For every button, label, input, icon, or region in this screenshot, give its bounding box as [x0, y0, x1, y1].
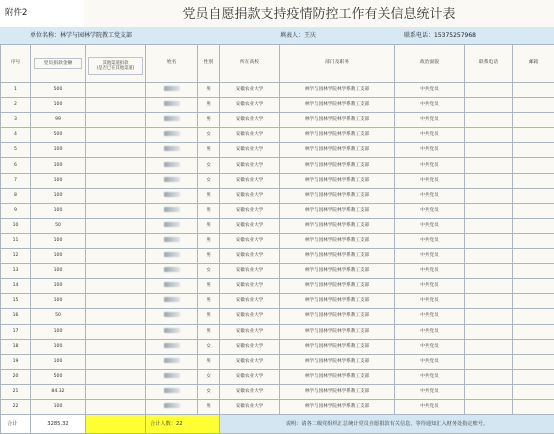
redacted-name	[164, 328, 180, 333]
cell-amount[interactable]: 100	[31, 203, 86, 218]
cell-amount[interactable]: 84.32	[31, 384, 86, 399]
cell-department[interactable]: 林学与园林学院林学系教工支部	[280, 399, 395, 414]
cell-school[interactable]: 安徽农业大学	[220, 143, 280, 158]
col-gender[interactable]: 性别	[198, 45, 220, 83]
cell-name[interactable]	[146, 279, 198, 294]
redacted-name	[164, 252, 180, 257]
cell-other-channel[interactable]	[86, 324, 146, 339]
redacted-name	[164, 388, 180, 393]
cell-department[interactable]: 林学与园林学院林学系教工支部	[280, 203, 395, 218]
cell-political[interactable]: 中共党员	[395, 83, 465, 98]
cell-political[interactable]: 中共党员	[395, 203, 465, 218]
cell-index[interactable]: 6	[1, 158, 31, 173]
cell-contact[interactable]	[465, 233, 513, 248]
cell-school[interactable]: 安徽农业大学	[220, 399, 280, 414]
cell-other-channel[interactable]	[86, 83, 146, 98]
cell-index[interactable]: 15	[1, 294, 31, 309]
cell-political[interactable]: 中共党员	[395, 218, 465, 233]
cell-email[interactable]	[513, 339, 554, 354]
unit-name[interactable]: 单位名称：林学与园林学院教工党支部	[30, 27, 132, 44]
cell-gender[interactable]: 女	[198, 173, 220, 188]
cell-email[interactable]	[513, 309, 554, 324]
cell-contact[interactable]	[465, 309, 513, 324]
cell-department[interactable]: 林学与园林学院林学系教工支部	[280, 83, 395, 98]
cell-email[interactable]	[513, 369, 554, 384]
cell-school[interactable]: 安徽农业大学	[220, 324, 280, 339]
cell-school[interactable]: 安徽农业大学	[220, 158, 280, 173]
cell-email[interactable]	[513, 399, 554, 414]
cell-other-channel[interactable]	[86, 143, 146, 158]
cell-political[interactable]: 中共党员	[395, 158, 465, 173]
table-row	[1, 203, 554, 218]
cell-email[interactable]	[513, 218, 554, 233]
cell-amount[interactable]: 100	[31, 399, 86, 414]
cell-email[interactable]	[513, 324, 554, 339]
cell-gender[interactable]: 男	[198, 324, 220, 339]
table-row	[1, 339, 554, 354]
cell-gender[interactable]: 男	[198, 218, 220, 233]
cell-other-channel[interactable]	[86, 294, 146, 309]
cell-political[interactable]: 中共党员	[395, 309, 465, 324]
cell-department[interactable]: 林学与园林学院林学系教工支部	[280, 309, 395, 324]
cell-other-channel[interactable]	[86, 249, 146, 264]
cell-index[interactable]: 12	[1, 249, 31, 264]
redacted-name	[164, 312, 180, 317]
cell-name[interactable]	[146, 113, 198, 128]
cell-department[interactable]: 林学与园林学院林学系教工支部	[280, 324, 395, 339]
table-row	[1, 324, 554, 339]
cell-gender[interactable]: 男	[198, 113, 220, 128]
cell-name[interactable]	[146, 98, 198, 113]
cell-amount[interactable]: 100	[31, 158, 86, 173]
cell-amount[interactable]: 100	[31, 294, 86, 309]
table-row	[1, 158, 554, 173]
cell-political[interactable]: 中共党员	[395, 113, 465, 128]
table-row	[1, 233, 554, 248]
cell-name[interactable]	[146, 83, 198, 98]
cell-contact[interactable]	[465, 143, 513, 158]
cell-amount[interactable]: 100	[31, 324, 86, 339]
cell-amount[interactable]: 100	[31, 249, 86, 264]
cell-index[interactable]: 11	[1, 233, 31, 248]
cell-gender[interactable]: 男	[198, 143, 220, 158]
cell-amount[interactable]: 99	[31, 113, 86, 128]
cell-other-channel[interactable]	[86, 203, 146, 218]
cell-name[interactable]	[146, 188, 198, 203]
redacted-name	[164, 237, 180, 242]
cell-index[interactable]: 19	[1, 354, 31, 369]
cell-email[interactable]	[513, 128, 554, 143]
cell-political[interactable]: 中共党员	[395, 294, 465, 309]
cell-contact[interactable]	[465, 83, 513, 98]
cell-index[interactable]: 4	[1, 128, 31, 143]
cell-other-channel[interactable]	[86, 98, 146, 113]
cell-contact[interactable]	[465, 188, 513, 203]
cell-amount[interactable]: 100	[31, 188, 86, 203]
cell-department[interactable]: 林学与园林学院林学系教工支部	[280, 339, 395, 354]
table-row	[1, 399, 554, 414]
table-row	[1, 128, 554, 143]
cell-index[interactable]: 2	[1, 98, 31, 113]
cell-email[interactable]	[513, 143, 554, 158]
redacted-name	[164, 297, 180, 302]
cell-school[interactable]: 安徽农业大学	[220, 279, 280, 294]
cell-contact[interactable]	[465, 324, 513, 339]
cell-other-channel[interactable]	[86, 188, 146, 203]
redacted-name	[164, 131, 180, 136]
cell-department[interactable]: 林学与园林学院林学系教工支部	[280, 294, 395, 309]
cell-index[interactable]: 10	[1, 218, 31, 233]
cell-name[interactable]	[146, 264, 198, 279]
cell-political[interactable]: 中共党员	[395, 98, 465, 113]
table-row	[1, 188, 554, 203]
cell-contact[interactable]	[465, 173, 513, 188]
total-count[interactable]: 合计人数：22	[146, 415, 220, 434]
table-row	[1, 264, 554, 279]
cell-contact[interactable]	[465, 384, 513, 399]
cell-department[interactable]: 林学与园林学院林学系教工支部	[280, 354, 395, 369]
cell-email[interactable]	[513, 233, 554, 248]
cell-name[interactable]	[146, 309, 198, 324]
cell-department[interactable]: 林学与园林学院林学系教工支部	[280, 158, 395, 173]
cell-name[interactable]	[146, 143, 198, 158]
cell-political[interactable]: 中共党员	[395, 354, 465, 369]
table-row	[1, 98, 554, 113]
cell-gender[interactable]: 女	[198, 128, 220, 143]
redacted-name	[164, 358, 180, 363]
cell-amount[interactable]: 100	[31, 233, 86, 248]
cell-school[interactable]: 安徽农业大学	[220, 218, 280, 233]
cell-department[interactable]: 林学与园林学院林学系教工支部	[280, 143, 395, 158]
cell-school[interactable]: 安徽农业大学	[220, 249, 280, 264]
cell-index[interactable]: 5	[1, 143, 31, 158]
cell-political[interactable]: 中共党员	[395, 249, 465, 264]
cell-amount[interactable]: 100	[31, 279, 86, 294]
col-political[interactable]: 政治面貌	[395, 45, 465, 83]
cell-department[interactable]: 林学与园林学院林学系教工支部	[280, 188, 395, 203]
cell-index[interactable]: 16	[1, 309, 31, 324]
cell-email[interactable]	[513, 249, 554, 264]
cell-school[interactable]: 安徽农业大学	[220, 173, 280, 188]
table-row	[1, 173, 554, 188]
cell-email[interactable]	[513, 203, 554, 218]
cell-other-channel[interactable]	[86, 384, 146, 399]
cell-school[interactable]: 安徽农业大学	[220, 188, 280, 203]
cell-school[interactable]: 安徽农业大学	[220, 264, 280, 279]
cell-school[interactable]: 安徽农业大学	[220, 354, 280, 369]
cell-political[interactable]: 中共党员	[395, 173, 465, 188]
cell-department[interactable]: 林学与园林学院林学系教工支部	[280, 369, 395, 384]
cell-gender[interactable]: 女	[198, 369, 220, 384]
table-row	[1, 83, 554, 98]
cell-other-channel[interactable]	[86, 113, 146, 128]
cell-school[interactable]: 安徽农业大学	[220, 339, 280, 354]
cell-other-channel[interactable]	[86, 279, 146, 294]
cell-school[interactable]: 安徽农业大学	[220, 113, 280, 128]
cell-political[interactable]: 中共党员	[395, 399, 465, 414]
col-amount-label: 党员捐款金额	[34, 58, 82, 69]
cell-school[interactable]: 安徽农业大学	[220, 98, 280, 113]
cell-gender[interactable]: 男	[198, 294, 220, 309]
cell-index[interactable]: 17	[1, 324, 31, 339]
col-name[interactable]: 姓名	[146, 45, 198, 83]
cell-contact[interactable]	[465, 399, 513, 414]
cell-department[interactable]: 林学与园林学院林学系教工支部	[280, 98, 395, 113]
cell-other-channel[interactable]	[86, 264, 146, 279]
cell-index[interactable]: 7	[1, 173, 31, 188]
cell-email[interactable]	[513, 173, 554, 188]
table-row	[1, 113, 554, 128]
cell-email[interactable]	[513, 264, 554, 279]
cell-department[interactable]: 林学与园林学院林学系教工支部	[280, 173, 395, 188]
cell-name[interactable]	[146, 128, 198, 143]
cell-contact[interactable]	[465, 158, 513, 173]
redacted-name	[164, 192, 180, 197]
cell-other-channel[interactable]	[86, 309, 146, 324]
redacted-name	[164, 162, 180, 167]
total-amount[interactable]: 3285.32	[31, 415, 86, 434]
cell-department[interactable]: 林学与园林学院林学系教工支部	[280, 128, 395, 143]
cell-name[interactable]	[146, 203, 198, 218]
cell-gender[interactable]: 男	[198, 83, 220, 98]
cell-amount[interactable]: 500	[31, 83, 86, 98]
cell-name[interactable]	[146, 218, 198, 233]
info-row	[0, 27, 554, 44]
cell-gender[interactable]: 男	[198, 279, 220, 294]
table-row	[1, 218, 554, 233]
cell-index[interactable]: 18	[1, 339, 31, 354]
cell-other-channel[interactable]	[86, 173, 146, 188]
cell-amount[interactable]: 100	[31, 354, 86, 369]
table-row	[1, 309, 554, 324]
col-index[interactable]: 序号	[1, 45, 31, 83]
cell-email[interactable]	[513, 113, 554, 128]
cell-index[interactable]: 14	[1, 279, 31, 294]
cell-gender[interactable]: 女	[198, 264, 220, 279]
cell-email[interactable]	[513, 294, 554, 309]
cell-other-channel[interactable]	[86, 218, 146, 233]
cell-gender[interactable]: 男	[198, 233, 220, 248]
cell-school[interactable]: 安徽农业大学	[220, 369, 280, 384]
cell-school[interactable]: 安徽农业大学	[220, 384, 280, 399]
redacted-name	[164, 146, 180, 151]
cell-school[interactable]: 安徽农业大学	[220, 309, 280, 324]
redacted-name	[164, 207, 180, 212]
cell-name[interactable]	[146, 233, 198, 248]
cell-political[interactable]: 中共党员	[395, 143, 465, 158]
cell-email[interactable]	[513, 354, 554, 369]
cell-contact[interactable]	[465, 249, 513, 264]
footer-note[interactable]: 说明：请各二级党组织汇总统计党员自愿捐款有关信息，等待通知汇入财务处指定账号。	[220, 415, 554, 434]
cell-school[interactable]: 安徽农业大学	[220, 233, 280, 248]
cell-contact[interactable]	[465, 339, 513, 354]
redacted-name	[164, 116, 180, 121]
cell-amount[interactable]: 500	[31, 369, 86, 384]
cell-email[interactable]	[513, 188, 554, 203]
total-row	[1, 415, 554, 434]
cell-amount[interactable]: 500	[31, 128, 86, 143]
header-row	[1, 45, 554, 83]
cell-index[interactable]: 8	[1, 188, 31, 203]
redacted-name	[164, 101, 180, 106]
cell-index[interactable]: 9	[1, 203, 31, 218]
sheet-title: 党员自愿捐款支持疫情防控工作有关信息统计表	[84, 0, 554, 27]
cell-contact[interactable]	[465, 354, 513, 369]
cell-gender[interactable]: 男	[198, 203, 220, 218]
donation-table	[0, 44, 554, 434]
col-school[interactable]: 所在高校	[220, 45, 280, 83]
cell-amount[interactable]: 100	[31, 264, 86, 279]
cell-school[interactable]: 安徽农业大学	[220, 128, 280, 143]
cell-name[interactable]	[146, 354, 198, 369]
cell-name[interactable]	[146, 339, 198, 354]
cell-contact[interactable]	[465, 279, 513, 294]
cell-name[interactable]	[146, 384, 198, 399]
cell-other-channel[interactable]	[86, 158, 146, 173]
total-other-cell[interactable]	[86, 415, 146, 434]
cell-name[interactable]	[146, 158, 198, 173]
table-body	[1, 83, 554, 415]
cell-amount[interactable]: 50	[31, 218, 86, 233]
cell-index[interactable]: 21	[1, 384, 31, 399]
table-row	[1, 354, 554, 369]
cell-political[interactable]: 中共党员	[395, 188, 465, 203]
table-row	[1, 384, 554, 399]
cell-index[interactable]: 1	[1, 83, 31, 98]
cell-index[interactable]: 22	[1, 399, 31, 414]
col-email[interactable]: 邮箱	[513, 45, 554, 83]
redacted-name	[164, 177, 180, 182]
cell-amount[interactable]: 100	[31, 173, 86, 188]
cell-political[interactable]: 中共党员	[395, 279, 465, 294]
cell-name[interactable]	[146, 399, 198, 414]
redacted-name	[164, 373, 180, 378]
cell-email[interactable]	[513, 158, 554, 173]
redacted-name	[164, 267, 180, 272]
cell-department[interactable]: 林学与园林学院林学系教工支部	[280, 113, 395, 128]
cell-contact[interactable]	[465, 294, 513, 309]
redacted-name	[164, 86, 180, 91]
cell-name[interactable]	[146, 369, 198, 384]
cell-contact[interactable]	[465, 98, 513, 113]
cell-political[interactable]: 中共党员	[395, 233, 465, 248]
cell-email[interactable]	[513, 98, 554, 113]
total-label[interactable]: 合计	[1, 415, 31, 434]
cell-other-channel[interactable]	[86, 369, 146, 384]
cell-amount[interactable]: 100	[31, 339, 86, 354]
cell-other-channel[interactable]	[86, 128, 146, 143]
cell-contact[interactable]	[465, 369, 513, 384]
table-row	[1, 249, 554, 264]
cell-amount[interactable]: 50	[31, 309, 86, 324]
cell-email[interactable]	[513, 83, 554, 98]
cell-gender[interactable]: 女	[198, 339, 220, 354]
cell-political[interactable]: 中共党员	[395, 339, 465, 354]
cell-political[interactable]: 中共党员	[395, 369, 465, 384]
cell-gender[interactable]: 男	[198, 399, 220, 414]
cell-index[interactable]: 20	[1, 369, 31, 384]
col-other-line2: (是否已在其他渠道)	[97, 66, 135, 71]
cell-index[interactable]: 3	[1, 113, 31, 128]
cell-name[interactable]	[146, 294, 198, 309]
cell-gender[interactable]: 男	[198, 249, 220, 264]
cell-index[interactable]: 13	[1, 264, 31, 279]
cell-name[interactable]	[146, 173, 198, 188]
cell-name[interactable]	[146, 324, 198, 339]
cell-department[interactable]: 林学与园林学院林学系教工支部	[280, 233, 395, 248]
redacted-name	[164, 282, 180, 287]
cell-school[interactable]: 安徽农业大学	[220, 83, 280, 98]
col-contact[interactable]: 联系电话	[465, 45, 513, 83]
cell-gender[interactable]: 男	[198, 309, 220, 324]
cell-political[interactable]: 中共党员	[395, 384, 465, 399]
cell-email[interactable]	[513, 384, 554, 399]
table-row	[1, 294, 554, 309]
cell-name[interactable]	[146, 249, 198, 264]
cell-other-channel[interactable]	[86, 233, 146, 248]
cell-amount[interactable]: 100	[31, 98, 86, 113]
table-row	[1, 279, 554, 294]
col-department[interactable]: 部门及职务	[280, 45, 395, 83]
cell-political[interactable]: 中共党员	[395, 128, 465, 143]
table-row	[1, 369, 554, 384]
cell-gender[interactable]: 女	[198, 384, 220, 399]
redacted-name	[164, 403, 180, 408]
cell-contact[interactable]	[465, 264, 513, 279]
col-other-channel[interactable]	[86, 45, 146, 83]
redacted-name	[164, 343, 180, 348]
filler-name[interactable]: 填表人：王庆	[280, 27, 316, 44]
cell-contact[interactable]	[465, 203, 513, 218]
cell-gender[interactable]: 女	[198, 158, 220, 173]
cell-department[interactable]: 林学与园林学院林学系教工支部	[280, 384, 395, 399]
col-other-line1: 其他渠道捐款	[103, 61, 129, 66]
redacted-name	[164, 222, 180, 227]
cell-gender[interactable]: 男	[198, 98, 220, 113]
cell-political[interactable]: 中共党员	[395, 264, 465, 279]
cell-contact[interactable]	[465, 113, 513, 128]
cell-amount[interactable]: 100	[31, 143, 86, 158]
cell-department[interactable]: 林学与园林学院林学系教工支部	[280, 264, 395, 279]
cell-school[interactable]: 安徽农业大学	[220, 203, 280, 218]
attachment-label: 附件2	[0, 0, 84, 27]
cell-other-channel[interactable]	[86, 354, 146, 369]
cell-department[interactable]: 林学与园林学院林学系教工支部	[280, 279, 395, 294]
cell-other-channel[interactable]	[86, 399, 146, 414]
contact-phone[interactable]: 联系电话：15375257968	[404, 27, 476, 44]
cell-gender[interactable]: 男	[198, 188, 220, 203]
cell-contact[interactable]	[465, 218, 513, 233]
table-row	[1, 143, 554, 158]
cell-political[interactable]: 中共党员	[395, 324, 465, 339]
cell-school[interactable]: 安徽农业大学	[220, 294, 280, 309]
cell-other-channel[interactable]	[86, 339, 146, 354]
col-amount[interactable]	[31, 45, 86, 83]
cell-department[interactable]: 林学与园林学院林学系教工支部	[280, 218, 395, 233]
cell-department[interactable]: 林学与园林学院林学系教工支部	[280, 249, 395, 264]
cell-gender[interactable]: 男	[198, 354, 220, 369]
cell-email[interactable]	[513, 279, 554, 294]
cell-contact[interactable]	[465, 128, 513, 143]
